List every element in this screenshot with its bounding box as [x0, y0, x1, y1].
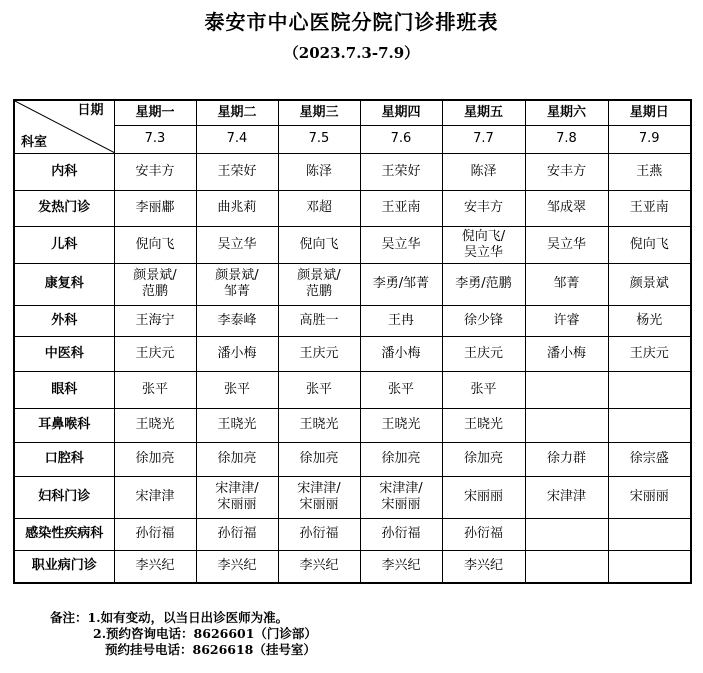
schedule-cell [442, 518, 525, 550]
dept-name: 儿科 [14, 226, 114, 263]
dept-name: 妇科门诊 [14, 476, 114, 518]
doctor-name: 宋丽丽 [299, 497, 339, 512]
doctor-name: 李兴纪 [299, 558, 339, 574]
doctor-name: 王海宁 [135, 312, 175, 328]
date-header: 7.7 [442, 125, 525, 153]
schedule-cell [114, 442, 196, 476]
doctor-name: 宋津津 [546, 489, 586, 504]
schedule-cell [360, 153, 442, 190]
doctor-name: 陈泽 [305, 163, 332, 179]
dept-name: 内科 [14, 153, 114, 190]
schedule-cell [360, 371, 442, 408]
doctor-name: 孙衍福 [381, 526, 421, 541]
day-header: 星期二 [196, 100, 278, 125]
doctor-name: 徐加亮 [381, 451, 421, 466]
doctor-name: 王晓光 [217, 417, 257, 432]
doctor-name: 李勇/邹菁 [372, 276, 430, 291]
doctor-name: 许睿 [553, 312, 580, 328]
corner-cell [14, 100, 114, 153]
dept-name: 眼科 [14, 371, 114, 408]
schedule-cell [442, 442, 525, 476]
schedule-cell [114, 550, 196, 583]
schedule-cell [278, 476, 360, 518]
schedule-cell [360, 190, 442, 226]
doctor-name: 倪向飞/ [461, 228, 506, 244]
schedule-cell [278, 153, 360, 190]
schedule-cell [278, 442, 360, 476]
date-header: 7.3 [114, 125, 196, 153]
doctor-name: 吴立华 [381, 236, 421, 252]
schedule-table [13, 99, 692, 584]
doctor-name: 张平 [305, 381, 332, 397]
doctor-name: 王晓光 [381, 417, 421, 432]
schedule-cell [360, 550, 442, 583]
schedule-cell [608, 518, 691, 550]
schedule-cell [114, 153, 196, 190]
schedule-cell [196, 336, 278, 371]
schedule-cell [442, 263, 525, 305]
doctor-name: 颜景斌/ [215, 268, 259, 283]
doctor-name: 王庆元 [629, 345, 669, 361]
doctor-name: 王庆元 [463, 345, 503, 361]
table-row [14, 371, 691, 408]
doctor-name: 张平 [223, 381, 250, 397]
schedule-cell [442, 550, 525, 583]
doctor-name: 王晓光 [463, 417, 503, 432]
schedule-cell [278, 518, 360, 550]
doctor-name: 徐少锋 [463, 312, 503, 328]
schedule-cell [114, 476, 196, 518]
doctor-name: 颜景斌/ [297, 268, 341, 283]
note-line-3: 预约挂号电话：8626618（挂号室） [105, 642, 316, 657]
doctor-name: 宋丽丽 [629, 489, 669, 504]
date-range: （2023.7.3-7.9） [283, 44, 420, 62]
dept-name: 外科 [14, 305, 114, 336]
doctor-name: 颜景斌/ [133, 268, 177, 283]
doctor-name: 李兴纪 [135, 558, 175, 574]
table-row [14, 518, 691, 550]
doctor-name: 倪向飞 [299, 236, 339, 252]
doctor-name: 范鹏 [305, 284, 332, 299]
doctor-name: 安丰方 [463, 200, 503, 215]
date-header: 7.6 [360, 125, 442, 153]
dept-name: 感染性疾病科 [14, 518, 114, 550]
doctor-name: 李丽鄘 [135, 200, 175, 215]
doctor-name: 杨光 [636, 312, 663, 328]
note-line-2: 2.预约咨询电话：8626601（门诊部） [93, 626, 317, 641]
schedule-cell [360, 263, 442, 305]
schedule-cell [196, 442, 278, 476]
doctor-name: 王庆元 [299, 345, 339, 361]
dept-name: 发热门诊 [14, 190, 114, 226]
schedule-cell [360, 305, 442, 336]
doctor-name: 安丰方 [546, 163, 586, 179]
schedule-cell [608, 550, 691, 583]
doctor-name: 宋丽丽 [463, 489, 503, 504]
schedule-cell [278, 336, 360, 371]
schedule-cell [196, 153, 278, 190]
note-line-1 [50, 610, 317, 626]
day-header: 星期三 [278, 100, 360, 125]
doctor-name: 孙衍福 [463, 526, 503, 541]
notes-label: 备注： [50, 610, 88, 625]
schedule-cell [525, 190, 608, 226]
doctor-name: 孙衍福 [135, 526, 175, 541]
schedule-cell [608, 408, 691, 442]
doctor-name: 孙衍福 [299, 526, 339, 541]
schedule-cell [196, 550, 278, 583]
schedule-cell [442, 371, 525, 408]
schedule-cell [442, 336, 525, 371]
schedule-cell [608, 371, 691, 408]
doctor-name: 倪向飞 [135, 236, 175, 252]
schedule-cell [278, 305, 360, 336]
day-header: 星期五 [442, 100, 525, 125]
schedule-cell [608, 263, 691, 305]
doctor-name: 李泰峰 [217, 312, 257, 328]
schedule-cell [196, 476, 278, 518]
table-row [14, 226, 691, 263]
schedule-cell [360, 336, 442, 371]
doctor-name: 李兴纪 [381, 558, 421, 574]
table-row [14, 550, 691, 583]
schedule-cell [278, 371, 360, 408]
doctor-name: 宋津津/ [297, 481, 341, 496]
doctor-name: 安丰方 [135, 163, 175, 179]
schedule-cell [525, 442, 608, 476]
doctor-name: 邹菁 [223, 284, 250, 299]
schedule-cell [360, 226, 442, 263]
dept-name: 职业病门诊 [14, 550, 114, 583]
date-header: 7.8 [525, 125, 608, 153]
schedule-cell [196, 263, 278, 305]
doctor-name: 倪向飞 [629, 236, 669, 252]
doctor-name: 王庆元 [135, 345, 175, 361]
schedule-cell [608, 476, 691, 518]
schedule-cell [608, 305, 691, 336]
doctor-name: 徐宗盛 [629, 451, 669, 466]
doctor-name: 宋津津/ [379, 481, 423, 496]
doctor-name: 李勇/范鹏 [455, 276, 512, 291]
table-row [14, 153, 691, 190]
date-header: 7.4 [196, 125, 278, 153]
schedule-cell [442, 408, 525, 442]
schedule-cell [608, 336, 691, 371]
header-row-days [14, 100, 691, 125]
schedule-cell [196, 408, 278, 442]
doctor-name: 张平 [387, 381, 414, 397]
doctor-name: 李兴纪 [217, 558, 257, 574]
schedule-cell [525, 226, 608, 263]
dept-name: 康复科 [14, 263, 114, 305]
doctor-name: 王燕 [636, 163, 663, 179]
doctor-name: 宋津津/ [215, 481, 259, 496]
doctor-name: 曲兆莉 [217, 200, 257, 215]
doctor-name: 吴立华 [546, 236, 586, 252]
schedule-cell [114, 263, 196, 305]
doctor-name: 徐力群 [546, 451, 586, 466]
doctor-name: 吴立华 [463, 244, 503, 260]
schedule-cell [278, 226, 360, 263]
doctor-name: 王冉 [387, 312, 414, 328]
schedule-cell [278, 190, 360, 226]
doctor-name: 潘小梅 [546, 345, 586, 361]
schedule-cell [525, 518, 608, 550]
doctor-name: 颜景斌 [629, 276, 669, 291]
table-row [14, 442, 691, 476]
page-title: 泰安市中心医院分院门诊排班表 [204, 10, 499, 34]
doctor-name: 孙衍福 [217, 526, 257, 541]
schedule-cell [525, 336, 608, 371]
notes-section [50, 610, 317, 658]
table-row [14, 476, 691, 518]
schedule-cell [114, 408, 196, 442]
schedule-cell [525, 263, 608, 305]
schedule-cell [278, 408, 360, 442]
doctor-name: 张平 [470, 381, 497, 397]
schedule-cell [360, 408, 442, 442]
table-row [14, 190, 691, 226]
doctor-name: 潘小梅 [381, 345, 421, 361]
schedule-cell [442, 190, 525, 226]
schedule-cell [525, 153, 608, 190]
doctor-name: 王晓光 [135, 417, 175, 432]
schedule-cell [608, 190, 691, 226]
day-header: 星期一 [114, 100, 196, 125]
dept-name: 耳鼻喉科 [14, 408, 114, 442]
doctor-name: 徐加亮 [217, 451, 257, 466]
table-row [14, 305, 691, 336]
doctor-name: 王晓光 [299, 417, 339, 432]
header-row-dates [14, 125, 691, 153]
doctor-name: 陈泽 [470, 163, 497, 179]
schedule-cell [114, 305, 196, 336]
table-row [14, 408, 691, 442]
doctor-name: 徐加亮 [135, 451, 175, 466]
schedule-cell [114, 226, 196, 263]
schedule-cell [196, 518, 278, 550]
schedule-cell [196, 190, 278, 226]
schedule-cell [525, 305, 608, 336]
schedule-cell [278, 263, 360, 305]
doctor-name: 吴立华 [217, 236, 257, 252]
dept-name: 口腔科 [14, 442, 114, 476]
doctor-name: 宋丽丽 [381, 497, 421, 512]
schedule-cell [360, 442, 442, 476]
corner-dept-label: 科室 [21, 134, 48, 150]
doctor-name: 范鹏 [141, 284, 168, 299]
schedule-cell [525, 408, 608, 442]
schedule-cell [608, 226, 691, 263]
schedule-cell [608, 442, 691, 476]
schedule-cell [442, 226, 525, 263]
doctor-name: 邹菁 [553, 276, 580, 291]
schedule-cell [525, 476, 608, 518]
table-row [14, 336, 691, 371]
table-row [14, 263, 691, 305]
schedule-cell [114, 190, 196, 226]
doctor-name: 王亚南 [629, 200, 669, 215]
schedule-body [14, 100, 691, 583]
corner-date-label: 日期 [77, 103, 104, 118]
doctor-name: 宋丽丽 [217, 497, 257, 512]
doctor-name: 高胜一 [299, 312, 339, 328]
doctor-name: 李兴纪 [463, 558, 503, 574]
schedule-cell [278, 550, 360, 583]
doctor-name: 宋津津 [135, 489, 175, 504]
schedule-cell [442, 153, 525, 190]
schedule-cell [608, 153, 691, 190]
schedule-cell [525, 371, 608, 408]
day-header: 星期六 [525, 100, 608, 125]
doctor-name: 徐加亮 [463, 451, 503, 466]
schedule-cell [196, 305, 278, 336]
schedule-cell [360, 476, 442, 518]
schedule-cell [196, 371, 278, 408]
day-header: 星期四 [360, 100, 442, 125]
schedule-cell [114, 336, 196, 371]
dept-name: 中医科 [14, 336, 114, 371]
schedule-cell [360, 518, 442, 550]
doctor-name: 张平 [141, 381, 168, 397]
doctor-name: 邹成翠 [546, 200, 586, 215]
schedule-cell [442, 305, 525, 336]
date-header: 7.5 [278, 125, 360, 153]
doctor-name: 王荣好 [217, 163, 257, 179]
doctor-name: 邓超 [305, 200, 332, 215]
schedule-cell [525, 550, 608, 583]
schedule-cell [114, 518, 196, 550]
note-text-1: 1.如有变动，以当日出诊医师为准。 [87, 610, 289, 625]
schedule-cell [196, 226, 278, 263]
doctor-name: 王亚南 [381, 200, 421, 215]
day-header: 星期日 [608, 100, 691, 125]
schedule-cell [442, 476, 525, 518]
doctor-name: 潘小梅 [217, 345, 257, 361]
doctor-name: 徐加亮 [299, 451, 339, 466]
date-header: 7.9 [608, 125, 691, 153]
schedule-cell [114, 371, 196, 408]
doctor-name: 王荣好 [381, 163, 421, 179]
